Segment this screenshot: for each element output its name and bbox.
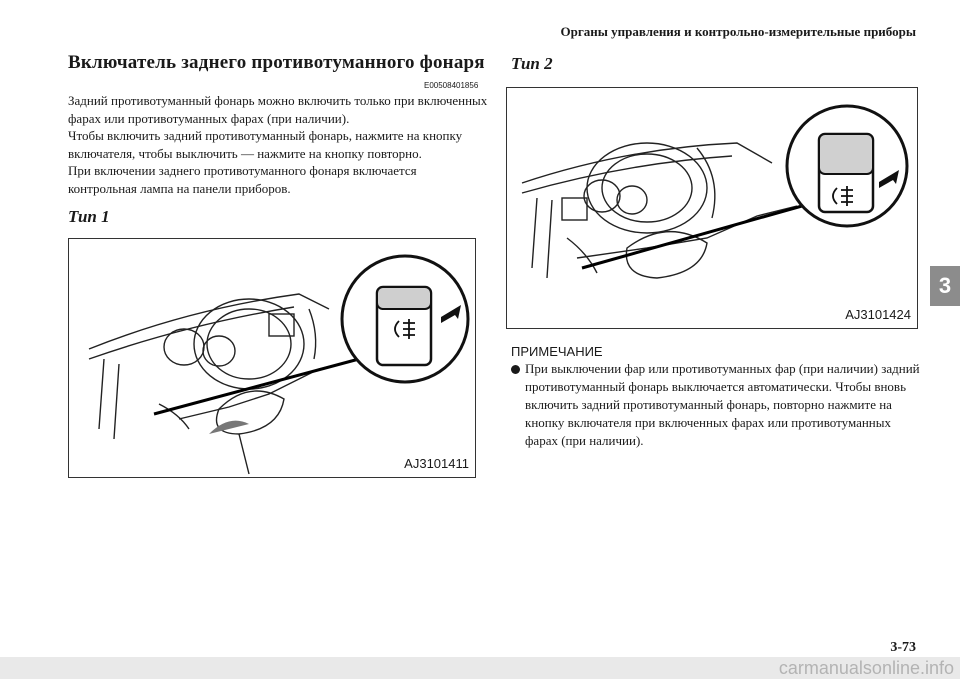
chapter-tab: 3 xyxy=(930,266,960,306)
section-body xyxy=(68,92,488,197)
section-title: Включатель заднего противотуманного фонаря xyxy=(68,52,485,73)
page-number: 3-73 xyxy=(890,640,916,655)
figure-type-label: Тип 2 xyxy=(511,54,553,73)
note-text: При выключении фар или противотуманных фар (при наличии) задний противотуманный фонарь выключается автоматически. Чтобы вновь включить задний противотуманный фонарь, повторно нажмите на кнопку включателя при включенных фарах или противотуманных фарах (при наличии). xyxy=(525,361,920,448)
dashboard-illustration xyxy=(69,239,475,477)
figure-code: AJ3101424 xyxy=(845,307,911,322)
dashboard-illustration xyxy=(507,88,917,328)
watermark: carmanualsonline.info xyxy=(0,657,960,679)
paragraph: Задний противотуманный фонарь можно включить только при включенных фарах или противотуманных фарах (при наличии). xyxy=(68,93,488,126)
figure-type-label: Тип 1 xyxy=(68,207,110,226)
note-item xyxy=(511,360,921,450)
section-code: E00508401856 xyxy=(424,81,479,90)
paragraph: При включении заднего противотуманного фонаря включается контрольная лампа на панели приборов. xyxy=(68,163,417,196)
paragraph: Чтобы включить задний противотуманный фонарь, нажмите на кнопку включателя, чтобы выключить — нажмите на кнопку повторно. xyxy=(68,128,463,161)
figure-type-1 xyxy=(68,238,476,478)
bullet-icon xyxy=(511,365,520,374)
figure-code: AJ3101411 xyxy=(404,456,469,471)
running-header: Органы управления и контрольно-измерительные приборы xyxy=(560,24,916,39)
figure-type-2 xyxy=(506,87,918,329)
note-title: ПРИМЕЧАНИЕ xyxy=(511,344,603,359)
